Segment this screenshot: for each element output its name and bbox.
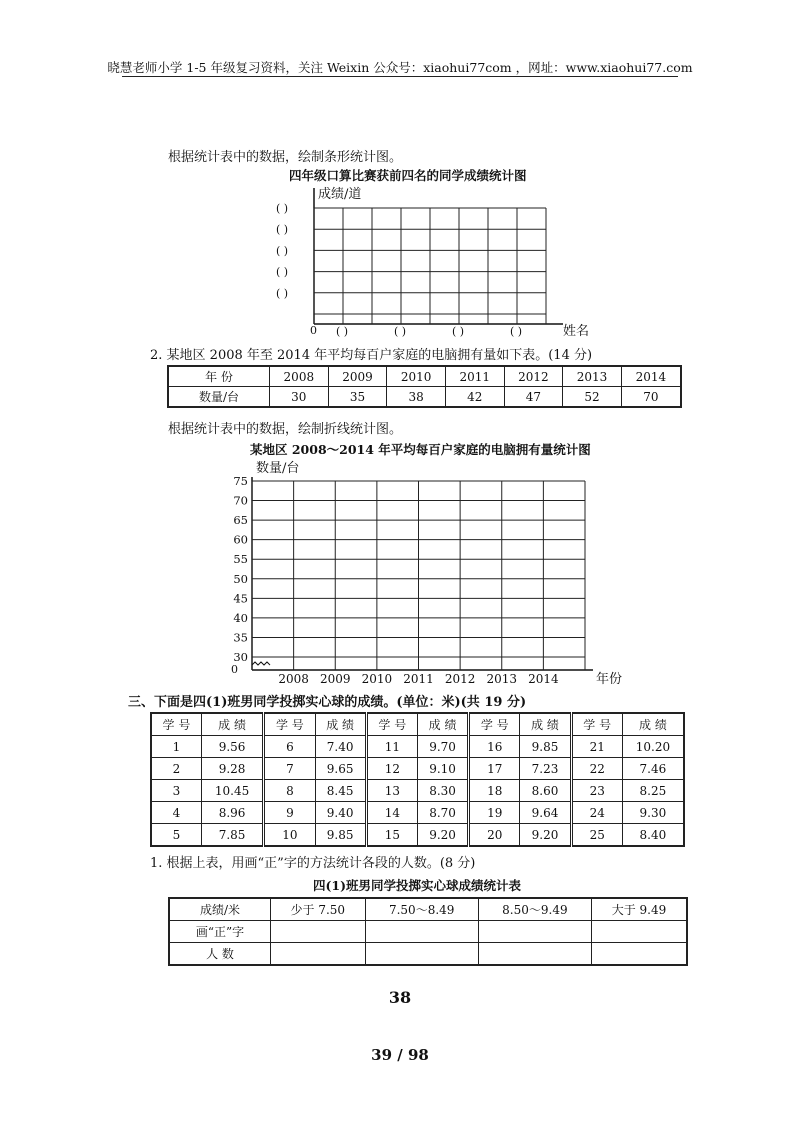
table-row: [151, 713, 684, 736]
table-cell: 9.20: [417, 824, 468, 847]
table-cell: 4: [151, 802, 201, 824]
table-cell: 20: [469, 824, 520, 847]
page-number: 38: [388, 988, 412, 1007]
line-y-tick-label: 30: [233, 650, 248, 664]
bar-chart-y-label: 成绩/道: [318, 187, 362, 202]
line-y-tick-label: 35: [233, 630, 248, 645]
line-y-tick-label: 50: [233, 571, 248, 586]
table-cell: 2009: [328, 366, 387, 387]
bar-chart-x-label: 姓名: [563, 324, 590, 339]
table-cell: 21: [571, 736, 622, 758]
table-cell: 9: [264, 802, 315, 824]
table-cell: 2011: [445, 366, 504, 387]
table-cell: 人 数: [169, 943, 271, 966]
bar-y-tick-blank: ( ): [276, 265, 289, 279]
table-cell: 8.40: [622, 824, 684, 847]
table-cell: [365, 921, 478, 943]
table-cell: 13: [366, 780, 417, 802]
table-header: 8.50～9.49: [478, 898, 591, 921]
line-chart: [228, 455, 648, 687]
shot-put-scores-table: [150, 712, 685, 847]
table-cell: 10: [264, 824, 315, 847]
line-y-tick-label: 65: [233, 513, 248, 528]
line-chart-y-label: 数量/台: [256, 461, 300, 476]
table-header: 学 号: [264, 713, 315, 736]
table-cell: 25: [571, 824, 622, 847]
table-cell: 数量/台: [168, 387, 270, 408]
table-header: 学 号: [366, 713, 417, 736]
table-row: [151, 802, 684, 824]
table-cell: 6: [264, 736, 315, 758]
line-chart-x-label: 年份: [596, 672, 623, 687]
bar-y-tick-blank: ( ): [276, 223, 289, 237]
table-cell: 8.96: [201, 802, 263, 824]
table-cell: 9.56: [201, 736, 263, 758]
table-cell: 16: [469, 736, 520, 758]
table-cell: 2010: [387, 366, 446, 387]
table-cell: 10.20: [622, 736, 684, 758]
table-header: 成 绩: [622, 713, 684, 736]
table-row: [169, 921, 687, 943]
table-cell: 9.10: [417, 758, 468, 780]
table-cell: 47: [504, 387, 563, 408]
line-x-tick-label: 2014: [528, 672, 559, 686]
table-cell: 52: [563, 387, 622, 408]
bar-x-tick-blank: ( ): [452, 325, 465, 338]
table-cell: 38: [387, 387, 446, 408]
table-header: 少于 7.50: [271, 898, 366, 921]
table-cell: 17: [469, 758, 520, 780]
table-cell: 9.65: [315, 758, 366, 780]
bar-y-tick-blank: ( ): [276, 244, 289, 258]
line-chart-title: 某地区 2008～2014 年平均每百户家庭的电脑拥有量统计图: [250, 442, 591, 457]
bar-y-tick-blank: ( ): [276, 202, 289, 215]
line-y-tick-label: 55: [233, 552, 248, 567]
bar-x-tick-blank: ( ): [510, 325, 523, 338]
table-row: [169, 943, 687, 966]
table-cell: 9.28: [201, 758, 263, 780]
table-cell: [591, 921, 687, 943]
header-divider: [122, 76, 678, 77]
table-cell: 42: [445, 387, 504, 408]
table-header: 成 绩: [201, 713, 263, 736]
table-cell: 2008: [270, 366, 329, 387]
table-row: [168, 366, 681, 387]
table-header: 成 绩: [520, 713, 571, 736]
table-cell: [271, 921, 366, 943]
table-row: [151, 824, 684, 847]
line-x-tick-label: 2010: [361, 672, 393, 686]
axis-break-mark: [252, 662, 270, 665]
table-cell: 11: [366, 736, 417, 758]
line-chart-instruction: 根据统计表中的数据，绘制折线统计图。: [168, 422, 403, 437]
table-cell: 8.70: [417, 802, 468, 824]
line-y-tick-label: 40: [233, 610, 248, 625]
table-cell: 7.40: [315, 736, 366, 758]
bar-chart-title: 四年级口算比赛获前四名的同学成绩统计图: [289, 168, 527, 183]
line-x-tick-label: 2009: [319, 672, 351, 686]
table-header: 学 号: [151, 713, 201, 736]
line-chart-origin: 0: [231, 663, 238, 676]
table-cell: 8.30: [417, 780, 468, 802]
table-cell: 19: [469, 802, 520, 824]
table-cell: 30: [270, 387, 329, 408]
table-cell: 2012: [504, 366, 563, 387]
bar-y-tick-blank: ( ): [276, 286, 289, 300]
table-cell: 9.40: [315, 802, 366, 824]
section-3-question-1: 1. 根据上表，用画“正”字的方法统计各段的人数。(8 分): [150, 856, 476, 871]
table-cell: 5: [151, 824, 201, 847]
line-y-tick-label: 70: [233, 493, 248, 508]
bar-x-tick-blank: ( ): [336, 325, 349, 338]
table-header: 学 号: [571, 713, 622, 736]
table-cell: 1: [151, 736, 201, 758]
table-row: [151, 780, 684, 802]
table-row: [169, 898, 687, 921]
table-cell: 7.85: [201, 824, 263, 847]
table-cell: [365, 943, 478, 966]
table-cell: 9.70: [417, 736, 468, 758]
page-header: 晓慧老师小学 1-5 年级复习资料，关注 Weixin 公众号：xiaohui77com ，网址：www.xiaohui77.com: [107, 60, 693, 75]
table-cell: 23: [571, 780, 622, 802]
table-cell: 年 份: [168, 366, 270, 387]
table-cell: 22: [571, 758, 622, 780]
table-header: 学 号: [469, 713, 520, 736]
table-cell: 18: [469, 780, 520, 802]
table-cell: 2013: [563, 366, 622, 387]
table-cell: 8.60: [520, 780, 571, 802]
computer-ownership-table: [167, 365, 682, 408]
table-cell: 7.46: [622, 758, 684, 780]
table-cell: 24: [571, 802, 622, 824]
table-cell: 9.85: [315, 824, 366, 847]
line-x-tick-label: 2013: [486, 672, 518, 686]
line-x-tick-label: 2008: [278, 672, 309, 686]
table-cell: [271, 943, 366, 966]
table-cell: 9.85: [520, 736, 571, 758]
table-cell: 10.45: [201, 780, 263, 802]
table-header: 成绩/米: [169, 898, 271, 921]
table-cell: 7.23: [520, 758, 571, 780]
tally-table-title: 四(1)班男同学投掷实心球成绩统计表: [313, 878, 522, 893]
table-cell: 35: [328, 387, 387, 408]
table-row: [151, 736, 684, 758]
table-header: 成 绩: [315, 713, 366, 736]
line-y-tick-label: 60: [233, 532, 248, 547]
table-cell: 8: [264, 780, 315, 802]
section-3-heading: 三、下面是四(1)班男同学投掷实心球的成绩。(单位：米)(共 19 分): [128, 695, 527, 710]
line-x-tick-label: 2012: [444, 672, 476, 686]
table-cell: [478, 921, 591, 943]
bar-chart-grid: [268, 184, 608, 344]
table-cell: 画“正”字: [169, 921, 271, 943]
table-cell: 9.64: [520, 802, 571, 824]
table-header: 7.50～8.49: [365, 898, 478, 921]
bar-chart-instruction: 根据统计表中的数据，绘制条形统计图。: [168, 150, 403, 165]
table-cell: 9.30: [622, 802, 684, 824]
page-counter: 39 / 98: [371, 1046, 429, 1064]
table-cell: [478, 943, 591, 966]
line-x-tick-label: 2011: [403, 672, 434, 686]
bar-chart-origin: 0: [310, 324, 317, 337]
table-header: 成 绩: [417, 713, 468, 736]
line-y-tick-label: 45: [233, 591, 248, 606]
table-cell: 7: [264, 758, 315, 780]
table-header: 大于 9.49: [591, 898, 687, 921]
tally-table: [168, 897, 688, 966]
table-cell: 12: [366, 758, 417, 780]
table-cell: 8.45: [315, 780, 366, 802]
table-row: [151, 758, 684, 780]
table-cell: [591, 943, 687, 966]
table-cell: 15: [366, 824, 417, 847]
table-cell: 3: [151, 780, 201, 802]
table-row: [168, 387, 681, 408]
bar-x-tick-blank: ( ): [394, 325, 407, 338]
line-y-tick-label: 75: [233, 474, 248, 488]
table-cell: 2: [151, 758, 201, 780]
table-cell: 9.20: [520, 824, 571, 847]
table-cell: 2014: [621, 366, 681, 387]
table-cell: 8.25: [622, 780, 684, 802]
table-cell: 70: [621, 387, 681, 408]
question-2-text: 2. 某地区 2008 年至 2014 年平均每百户家庭的电脑拥有量如下表。(14 分): [150, 348, 593, 363]
table-cell: 14: [366, 802, 417, 824]
